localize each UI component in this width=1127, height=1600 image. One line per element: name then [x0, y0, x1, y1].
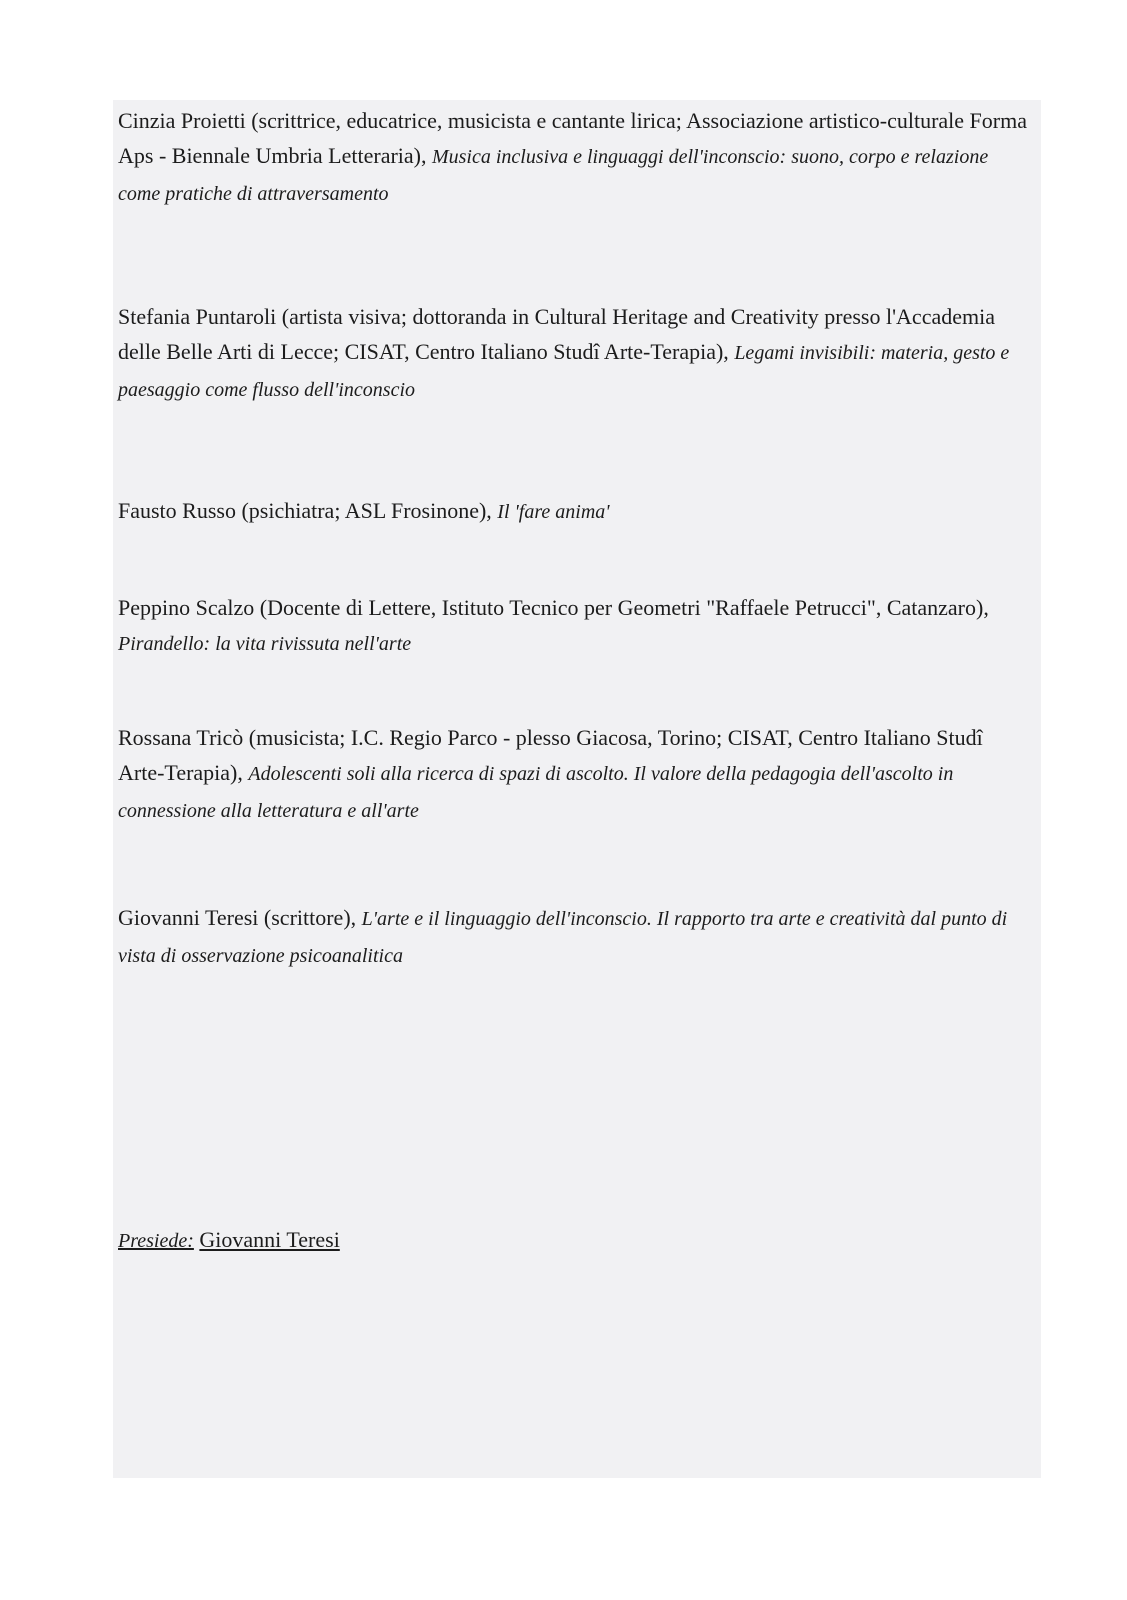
entry-author: Stefania Puntaroli (artista visiva; dottoranda in Cultural Heritage and Creativity presso l'Accademia delle Belle Arti di Lecce; CISAT, Centro Italiano Studî Arte-Terapia), [118, 304, 995, 364]
entry-title: Pirandello: la vita rivissuta nell'arte [118, 633, 412, 655]
entry-proietti [118, 103, 1033, 212]
entry-author: Cinzia Proietti (scrittrice, educatrice, musicista e cantante lirica; Associazione artistico-culturale Forma Aps - Biennale Umbria Letteraria), [118, 108, 1027, 168]
chair-line [118, 1222, 340, 1259]
entry-title: Il 'fare anima' [497, 501, 610, 523]
entry-russo [118, 493, 610, 530]
chair-label: Presiede: [118, 1230, 194, 1252]
entry-title: Musica inclusiva e linguaggi dell'inconscio: suono, corpo e relazione come pratiche di attraversamento [118, 146, 989, 205]
entry-author: Fausto Russo (psichiatra; ASL Frosinone), [118, 498, 498, 523]
entry-scalzo [118, 590, 1033, 662]
entry-puntaroli [118, 299, 1033, 408]
entry-teresi [118, 900, 1033, 974]
entry-author: Giovanni Teresi (scrittore), [118, 905, 362, 930]
entry-title: L'arte e il linguaggio dell'inconscio. Il rapporto tra arte e creatività dal punto di vista di osservazione psicoanalitica [118, 908, 1008, 967]
entry-author: Peppino Scalzo (Docente di Lettere, Istituto Tecnico per Geometri "Raffaele Petrucci", Catanzaro), [118, 595, 989, 620]
entry-title: Legami invisibili: materia, gesto e paesaggio come flusso dell'inconscio [118, 342, 1010, 401]
chair-name: Giovanni Teresi [199, 1227, 340, 1252]
entry-author: Rossana Tricò (musicista; I.C. Regio Parco - plesso Giacosa, Torino; CISAT, Centro Italiano Studî Arte-Terapia), [118, 725, 983, 785]
entry-title: Adolescenti soli alla ricerca di spazi di ascolto. Il valore della pedagogia dell'ascolto in connessione alla letteratura e all'arte [118, 763, 954, 822]
entry-trico [118, 720, 1033, 829]
